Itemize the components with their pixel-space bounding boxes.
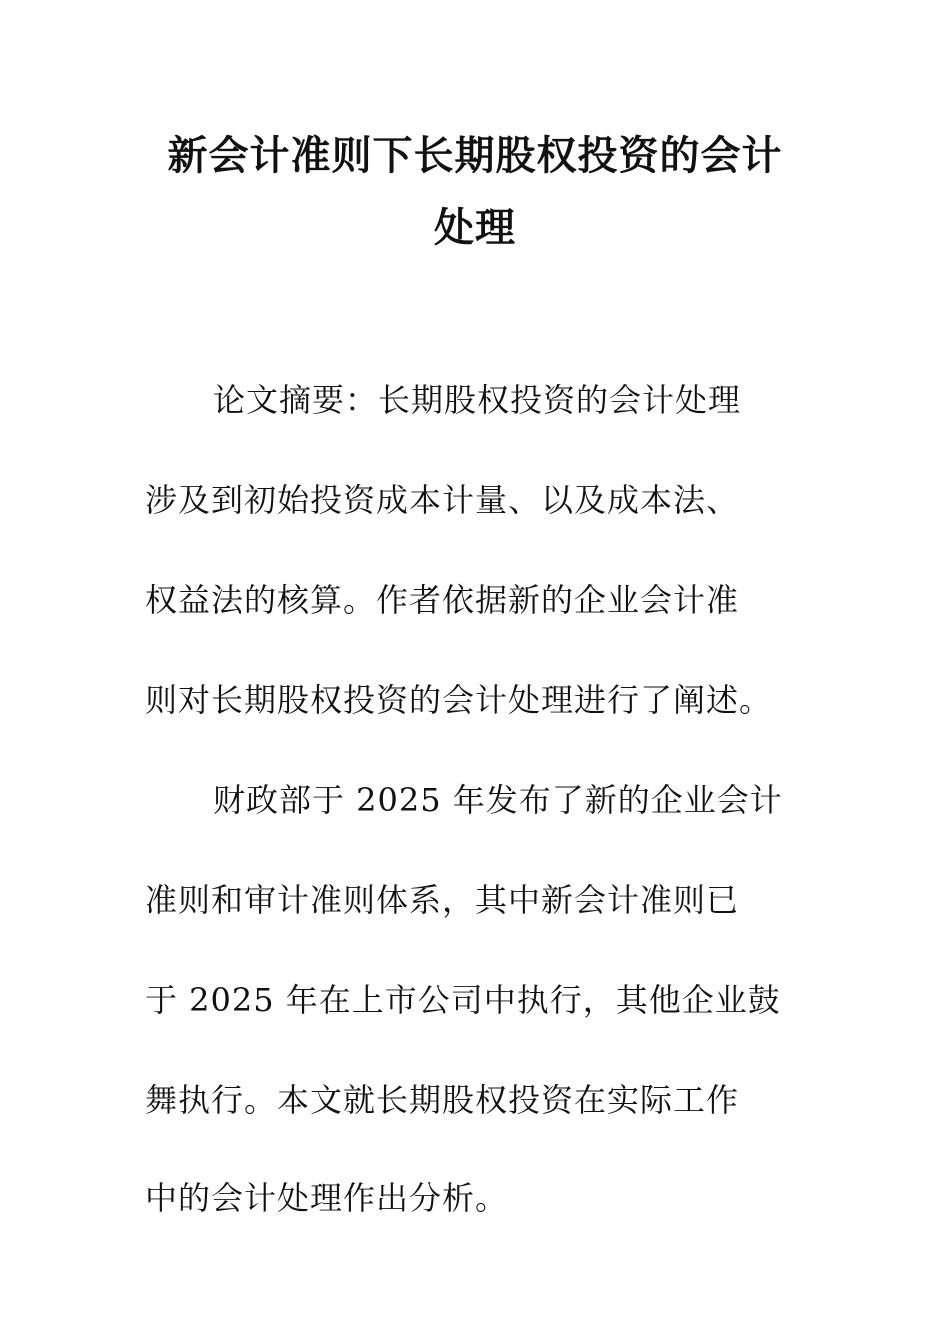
document-title-line-1: 新会计准则下长期股权投资的会计 bbox=[167, 132, 783, 179]
body-line-2: 准则和审计准则体系，其中新会计准则已 bbox=[145, 881, 740, 919]
document-title-line-2: 处理 bbox=[434, 204, 516, 251]
abstract-line-3: 权益法的核算。作者依据新的企业会计准 bbox=[145, 581, 740, 619]
body-line-1: 财政部于 2025 年发布了新的企业会计 bbox=[213, 781, 783, 819]
body-line-4: 舞执行。本文就长期股权投资在实际工作 bbox=[145, 1081, 740, 1119]
abstract-line-2: 涉及到初始投资成本计量、以及成本法、 bbox=[145, 481, 740, 519]
body-line-5: 中的会计处理作出分析。 bbox=[145, 1179, 509, 1217]
abstract-line-4: 则对长期股权投资的会计处理进行了阐述。 bbox=[145, 681, 773, 719]
abstract-line-1: 论文摘要：长期股权投资的会计处理 bbox=[213, 381, 742, 419]
body-line-3: 于 2025 年在上市公司中执行，其他企业鼓 bbox=[145, 981, 781, 1019]
